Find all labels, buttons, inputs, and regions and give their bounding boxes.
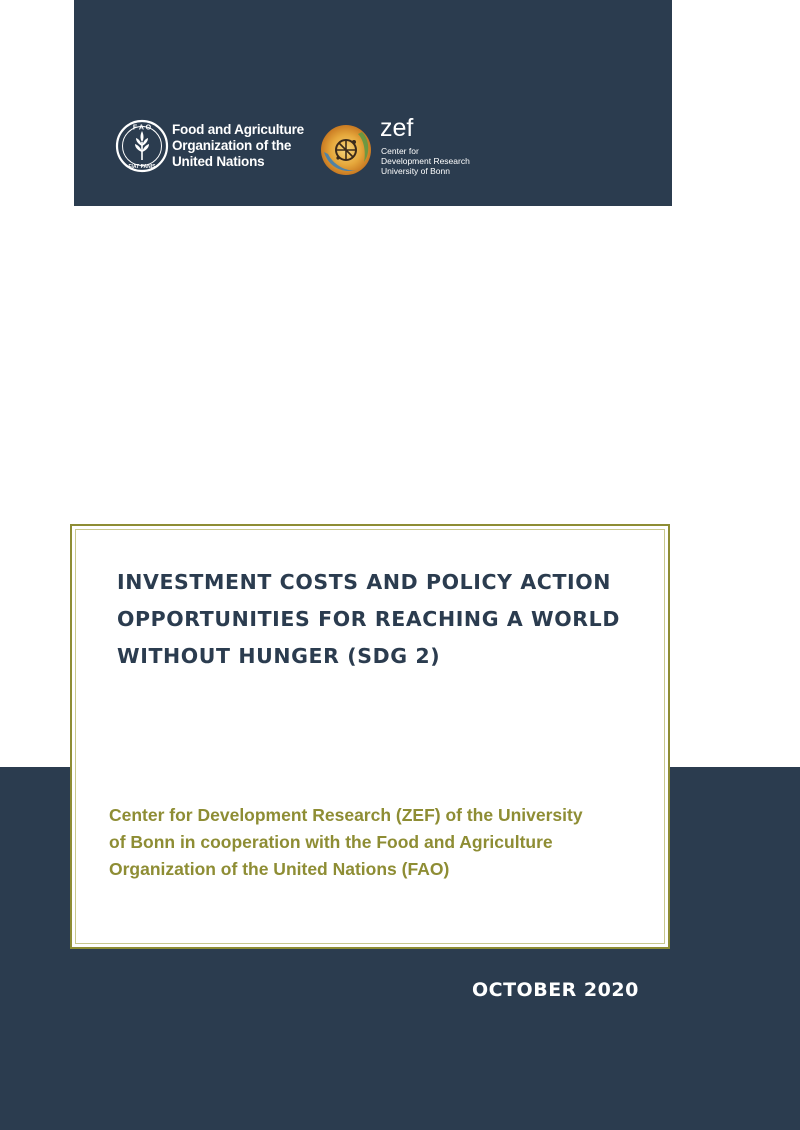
- report-authors: [109, 802, 649, 883]
- fao-name-line: Food and Agriculture: [172, 122, 304, 137]
- fao-name: [172, 122, 304, 170]
- zef-subtitle-line: Development Research: [381, 156, 470, 166]
- fao-emblem-icon: [114, 118, 170, 174]
- svg-text:F A O: F A O: [132, 124, 152, 132]
- zef-wordmark: zef: [380, 114, 414, 142]
- zef-subtitle-line: University of Bonn: [381, 166, 450, 176]
- report-authors-line: Center for Development Research (ZEF) of the University: [109, 805, 583, 825]
- report-authors-line: Organization of the United Nations (FAO): [109, 859, 450, 879]
- fao-name-line: Organization of the: [172, 138, 292, 153]
- svg-text:FIAT PANIS: FIAT PANIS: [128, 164, 156, 170]
- fao-name-line: United Nations: [172, 154, 265, 169]
- header-band: [74, 0, 672, 206]
- zef-subtitle-line: Center for: [381, 146, 419, 156]
- publication-date: OCTOBER 2020: [472, 979, 639, 1001]
- report-title-line: INVESTMENT COSTS AND POLICY ACTION: [117, 570, 612, 594]
- zef-emblem-icon: [318, 122, 374, 178]
- report-title-line: WITHOUT HUNGER (SDG 2): [117, 644, 441, 668]
- title-box: [70, 524, 670, 949]
- report-authors-line: of Bonn in cooperation with the Food and Agriculture: [109, 832, 553, 852]
- report-title-line: OPPORTUNITIES FOR REACHING A WORLD: [117, 607, 620, 631]
- report-title: [117, 564, 647, 675]
- zef-subtitle: [381, 146, 470, 176]
